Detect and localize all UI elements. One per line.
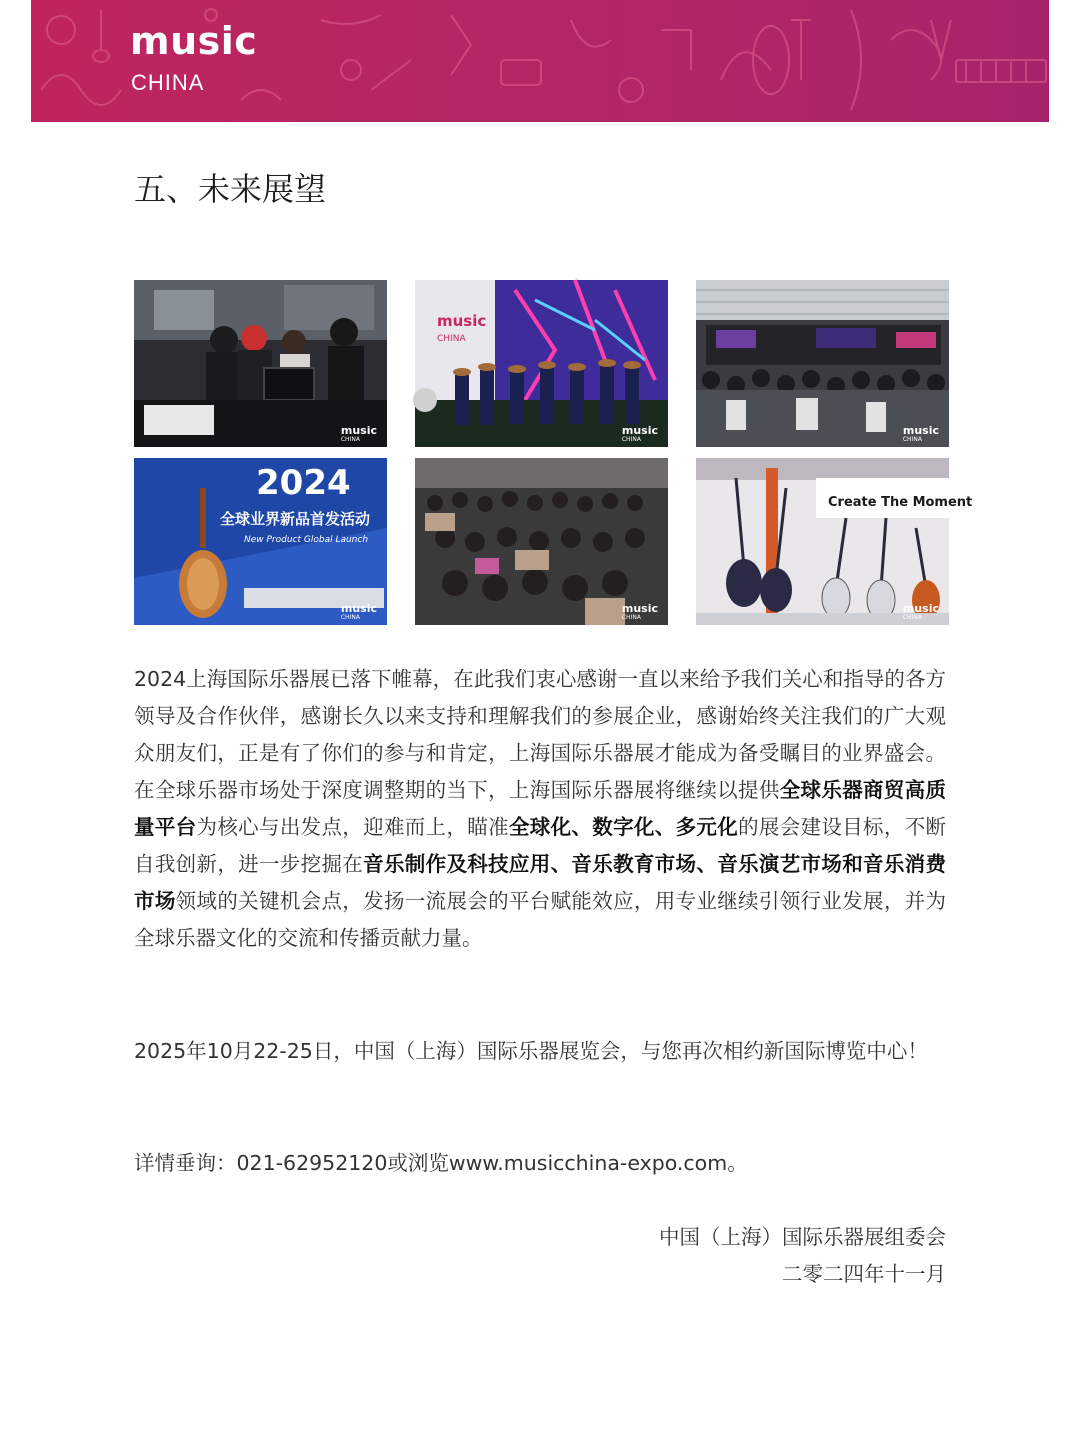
photo-watermark: music CHINA: [340, 602, 377, 621]
stage-logo-word: music: [437, 312, 487, 330]
highlight-platform: 全球乐器商贸高质量平台: [134, 778, 947, 839]
photo-stage-performance: [415, 280, 668, 447]
launch-year: 2024: [256, 463, 351, 503]
header-banner: [31, 0, 1049, 122]
photo-audience-image: [415, 458, 668, 625]
signature-date: 二零二四年十一月: [782, 1262, 946, 1286]
launch-title-en: New Product Global Launch: [244, 535, 369, 545]
photo-watermark: music CHINA: [621, 602, 658, 621]
paragraph-contact: 详情垂询：021-62952120或浏览www.musicchina-expo.com。: [134, 1151, 748, 1175]
photo-grid: [134, 280, 973, 626]
logo-music-word: music: [130, 19, 258, 63]
photo-watermark: music CHINA: [621, 424, 658, 443]
photo-crowd-image: [696, 280, 949, 447]
signature-organization: 中国（上海）国际乐器展组委会: [659, 1225, 946, 1249]
photo-guitars: [696, 458, 973, 625]
photo-dj-booth: [134, 280, 387, 447]
paragraph-outlook: 2024上海国际乐器展已落下帷幕，在此我们衷心感谢一直以来给予我们关心和指导的各方领导及合作伙伴，感谢长久以来支持和理解我们的参展企业，感谢始终关注我们的广大观众朋友们，正是有了你们的参与和肯定，上海国际乐器展才能成为备受瞩目的业界盛会。在全球乐器市场处于深度调整期的当下，上海国际乐器展将继续以提供全球乐器商贸高质量平台为核心与出发点，迎难而上，瞄准全球化、数字化、多元化的展会建设目标，不断自我创新，进一步挖掘在音乐制作及科技应用、音乐教育市场、音乐演艺市场和音乐消费市场领域的关键机会点，发扬一流展会的平台赋能效应，用专业继续引领行业发展，并为全球乐器文化的交流和传播贡献力量。: [134, 667, 947, 950]
logo-china-word: CHINA: [131, 70, 205, 95]
highlight-goals: 全球化、数字化、多元化: [508, 815, 739, 839]
photo-guitars-image: [696, 458, 973, 625]
photo-audience: [415, 458, 668, 625]
highlight-markets: 音乐制作及科技应用、音乐教育市场、音乐演艺市场和音乐消费市场: [134, 852, 947, 913]
guitar-display-sign: Create The Moment: [828, 495, 973, 510]
photo-watermark: music CHINA: [902, 602, 939, 621]
photo-watermark: music CHINA: [340, 424, 377, 443]
signature-block: [659, 1219, 946, 1293]
section-title: 五、未来展望: [134, 170, 327, 208]
photo-stage-image: [415, 280, 668, 447]
photo-dj-booth-image: [134, 280, 387, 447]
stage-logo-sub: CHINA: [437, 334, 466, 344]
paragraph-next-show: 2025年10月22-25日，中国（上海）国际乐器展览会，与您再次相约新国际博览中心！: [134, 1039, 928, 1063]
photo-pipa-image: [134, 458, 387, 625]
photo-exhibition-crowd: [696, 280, 949, 447]
photo-watermark: music CHINA: [902, 424, 939, 443]
launch-title-cn: 全球业界新品首发活动: [220, 510, 371, 528]
photo-pipa-launch: [134, 458, 387, 625]
